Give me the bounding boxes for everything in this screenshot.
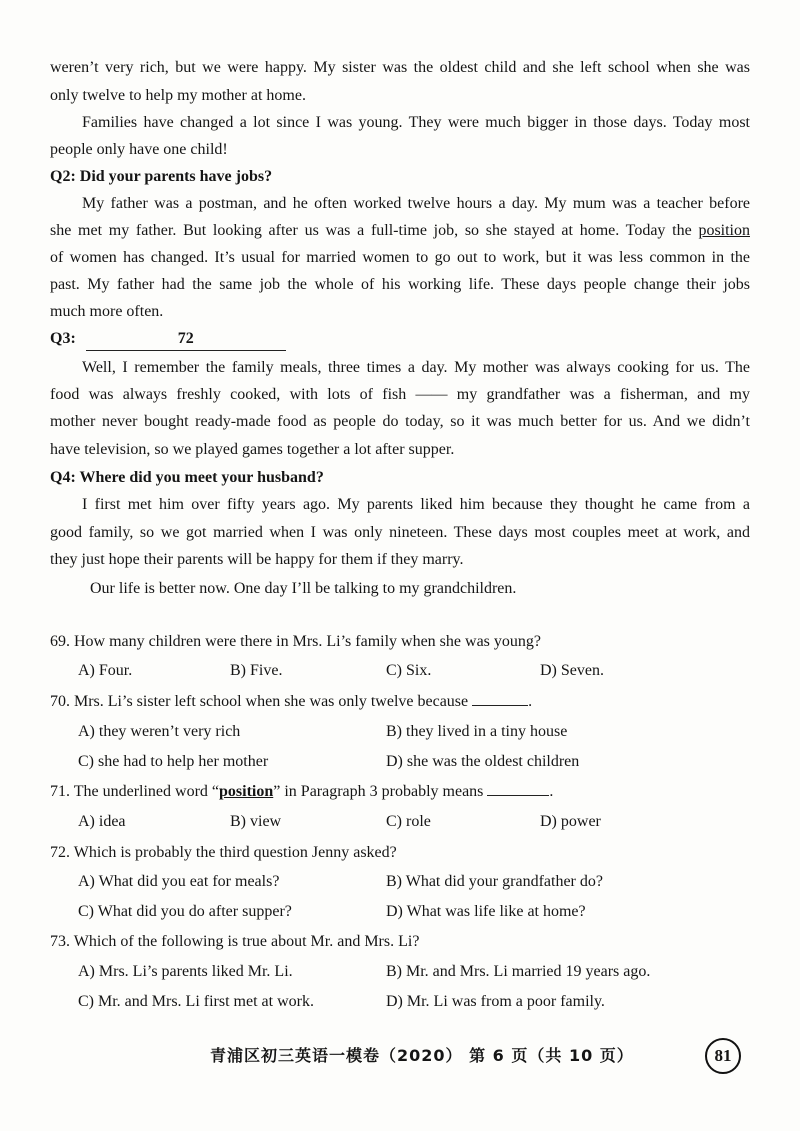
passage-line: they just hope their parents will be happy for them if they marry. [50, 551, 464, 568]
passage-line: mother never bought ready-made food as people do today, so it was much better for us. And we didn’t [50, 413, 750, 430]
passage-line: My father was a postman, and he often worked twelve hours a day. My mum was a teacher before [82, 195, 750, 212]
question-heading-q3 [50, 328, 286, 351]
underlined-word-position: position [698, 222, 750, 239]
option-69-b: B) Five. [230, 662, 283, 679]
answer-blank [487, 781, 549, 796]
question-heading-q2: Q2: Did your parents have jobs? [50, 168, 273, 185]
passage-line: Well, I remember the family meals, three times a day. My mother was always cooking for us. The [82, 359, 750, 376]
passage-line: only twelve to help my mother at home. [50, 87, 306, 104]
option-71-d: D) power [540, 813, 601, 830]
q3-label: Q3: [50, 330, 76, 347]
option-73-b: B) Mr. and Mrs. Li married 19 years ago. [386, 963, 651, 980]
page-badge: 81 [705, 1038, 741, 1074]
passage-line: Our life is better now. One day I’ll be talking to my grandchildren. [90, 580, 517, 597]
option-69-d: D) Seven. [540, 662, 604, 679]
option-69-a: A) Four. [78, 662, 133, 679]
passage-line: much more often. [50, 303, 164, 320]
option-71-b: B) view [230, 813, 282, 830]
passage-line [50, 220, 750, 242]
option-70-d: D) she was the oldest children [386, 753, 580, 770]
passage-line: Families have changed a lot since I was young. They were much bigger in those days. Today most [82, 114, 750, 131]
question-70-text: 70. Mrs. Li’s sister left school when she was only twelve because [50, 693, 469, 710]
option-70-a: A) they weren’t very rich [78, 723, 241, 740]
option-70-b: B) they lived in a tiny house [386, 723, 568, 740]
question-69-stem: 69. How many children were there in Mrs. Li’s family when she was young? [50, 633, 541, 650]
question-71-stem [50, 781, 553, 803]
question-72-stem: 72. Which is probably the third question Jenny asked? [50, 844, 397, 861]
option-72-a: A) What did you eat for meals? [78, 873, 280, 890]
page-footer: 青浦区初三英语一模卷（2020） 第 6 页（共 10 页） [210, 1046, 634, 1065]
question-70-stem [50, 691, 532, 713]
option-73-a: A) Mrs. Li’s parents liked Mr. Li. [78, 963, 293, 980]
passage-line: weren’t very rich, but we were happy. My sister was the oldest child and she left school when she was [50, 59, 750, 76]
question-heading-q4: Q4: Where did you meet your husband? [50, 469, 324, 486]
passage-line: I first met him over fifty years ago. My parents liked him because they thought he came from a [82, 496, 750, 513]
passage-line: good family, so we got married when I was only nineteen. These days most couples meet at work, and [50, 524, 750, 541]
passage-line: people only have one child! [50, 141, 228, 158]
option-69-c: C) Six. [386, 662, 432, 679]
option-72-c: C) What did you do after supper? [78, 903, 292, 920]
option-72-d: D) What was life like at home? [386, 903, 586, 920]
option-71-c: C) role [386, 813, 431, 830]
answer-blank [472, 691, 528, 706]
passage-text: she met my father. But looking after us was a full-time job, so she stayed at home. Today the [50, 222, 699, 239]
question-71-end: . [549, 783, 554, 800]
question-70-end: . [528, 693, 533, 710]
option-70-c: C) she had to help her mother [78, 753, 269, 770]
option-73-d: D) Mr. Li was from a poor family. [386, 993, 605, 1010]
option-73-c: C) Mr. and Mrs. Li first met at work. [78, 993, 314, 1010]
question-73-stem: 73. Which of the following is true about Mr. and Mrs. Li? [50, 933, 420, 950]
underlined-word-position: position [219, 783, 274, 800]
option-72-b: B) What did your grandfather do? [386, 873, 603, 890]
passage-line: have television, so we played games together a lot after supper. [50, 441, 455, 458]
passage-line: food was always freshly cooked, with lots of fish ―― my grandfather was a fisherman, and my [50, 386, 750, 403]
option-71-a: A) idea [78, 813, 126, 830]
passage-line: of women has changed. It’s usual for married women to go out to work, but it was less common in the [50, 249, 750, 266]
question-71-text: 71. The underlined word “ [50, 783, 219, 800]
q3-blank: 72 [86, 328, 286, 351]
question-71-text-b: ” in Paragraph 3 probably means [273, 783, 484, 800]
passage-line: past. My father had the same job the whole of his working life. These days people change their jobs [50, 276, 750, 293]
